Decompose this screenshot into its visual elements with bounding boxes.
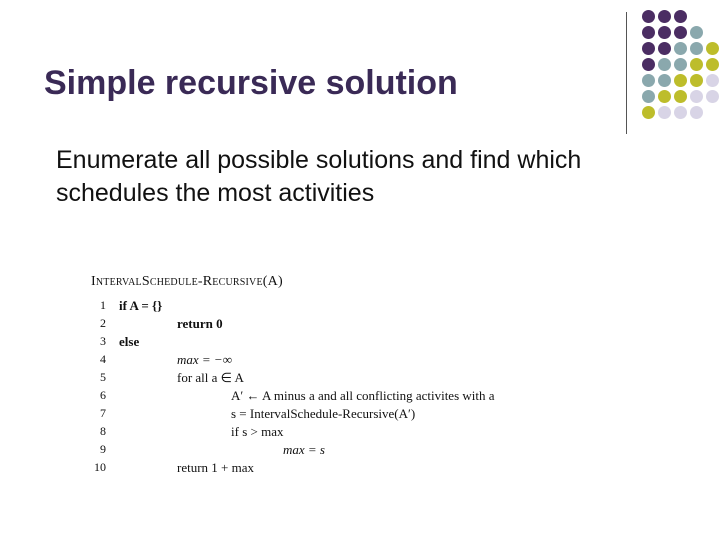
code-text: max = −∞	[177, 352, 232, 367]
decorative-dot	[674, 74, 687, 87]
decorative-dot	[706, 90, 719, 103]
decorative-dot	[674, 26, 687, 39]
title-divider-line	[626, 12, 627, 134]
decorative-dot	[658, 90, 671, 103]
decorative-dot	[690, 42, 703, 55]
decorative-dot	[642, 58, 655, 71]
decorative-dot-grid	[640, 10, 720, 130]
decorative-dot	[690, 106, 703, 119]
decorative-dot	[706, 42, 719, 55]
line-number: 2	[100, 316, 106, 330]
decorative-dot	[658, 74, 671, 87]
slide-body-text: Enumerate all possible solutions and find which schedules the most activities	[56, 146, 582, 207]
code-text: s = IntervalSchedule-Recursive(A′)	[231, 406, 416, 421]
decorative-dot	[674, 90, 687, 103]
decorative-dot	[642, 74, 655, 87]
code-text: A′ ← A minus a and all conflicting activites with a	[231, 388, 495, 403]
line-number: 4	[100, 352, 106, 366]
line-number: 1	[100, 298, 106, 312]
code-text: max = s	[283, 442, 325, 457]
decorative-dot	[706, 74, 719, 87]
code-text: return 0	[177, 316, 223, 331]
decorative-dot	[642, 26, 655, 39]
decorative-dot	[658, 42, 671, 55]
decorative-dot	[706, 58, 719, 71]
line-number: 3	[100, 334, 106, 348]
algorithm-pseudocode	[88, 274, 568, 474]
line-number: 8	[100, 424, 106, 438]
decorative-dot	[658, 10, 671, 23]
code-text: for all a ∈ A	[177, 370, 244, 385]
decorative-dot	[690, 74, 703, 87]
decorative-dot	[674, 106, 687, 119]
line-number: 10	[94, 460, 106, 474]
decorative-dot	[642, 42, 655, 55]
decorative-dot	[674, 42, 687, 55]
decorative-dot	[690, 58, 703, 71]
code-text: return 1 + max	[177, 460, 255, 475]
decorative-dot	[658, 26, 671, 39]
code-text: if A = {}	[119, 298, 163, 313]
line-number: 9	[100, 442, 106, 456]
line-number: 5	[100, 370, 106, 384]
decorative-dot	[674, 10, 687, 23]
decorative-dot	[658, 58, 671, 71]
decorative-dot	[690, 90, 703, 103]
code-text: else	[119, 334, 140, 349]
decorative-dot	[642, 106, 655, 119]
line-number: 7	[100, 406, 106, 420]
line-number: 6	[100, 388, 106, 402]
decorative-dot	[658, 106, 671, 119]
code-text: if s > max	[231, 424, 284, 439]
decorative-dot	[642, 90, 655, 103]
decorative-dot	[690, 26, 703, 39]
decorative-dot	[642, 10, 655, 23]
algorithm-header: IntervalSchedule-Recursive(A)	[91, 274, 283, 289]
decorative-dot	[674, 58, 687, 71]
slide-title: Simple recursive solution	[44, 64, 458, 102]
